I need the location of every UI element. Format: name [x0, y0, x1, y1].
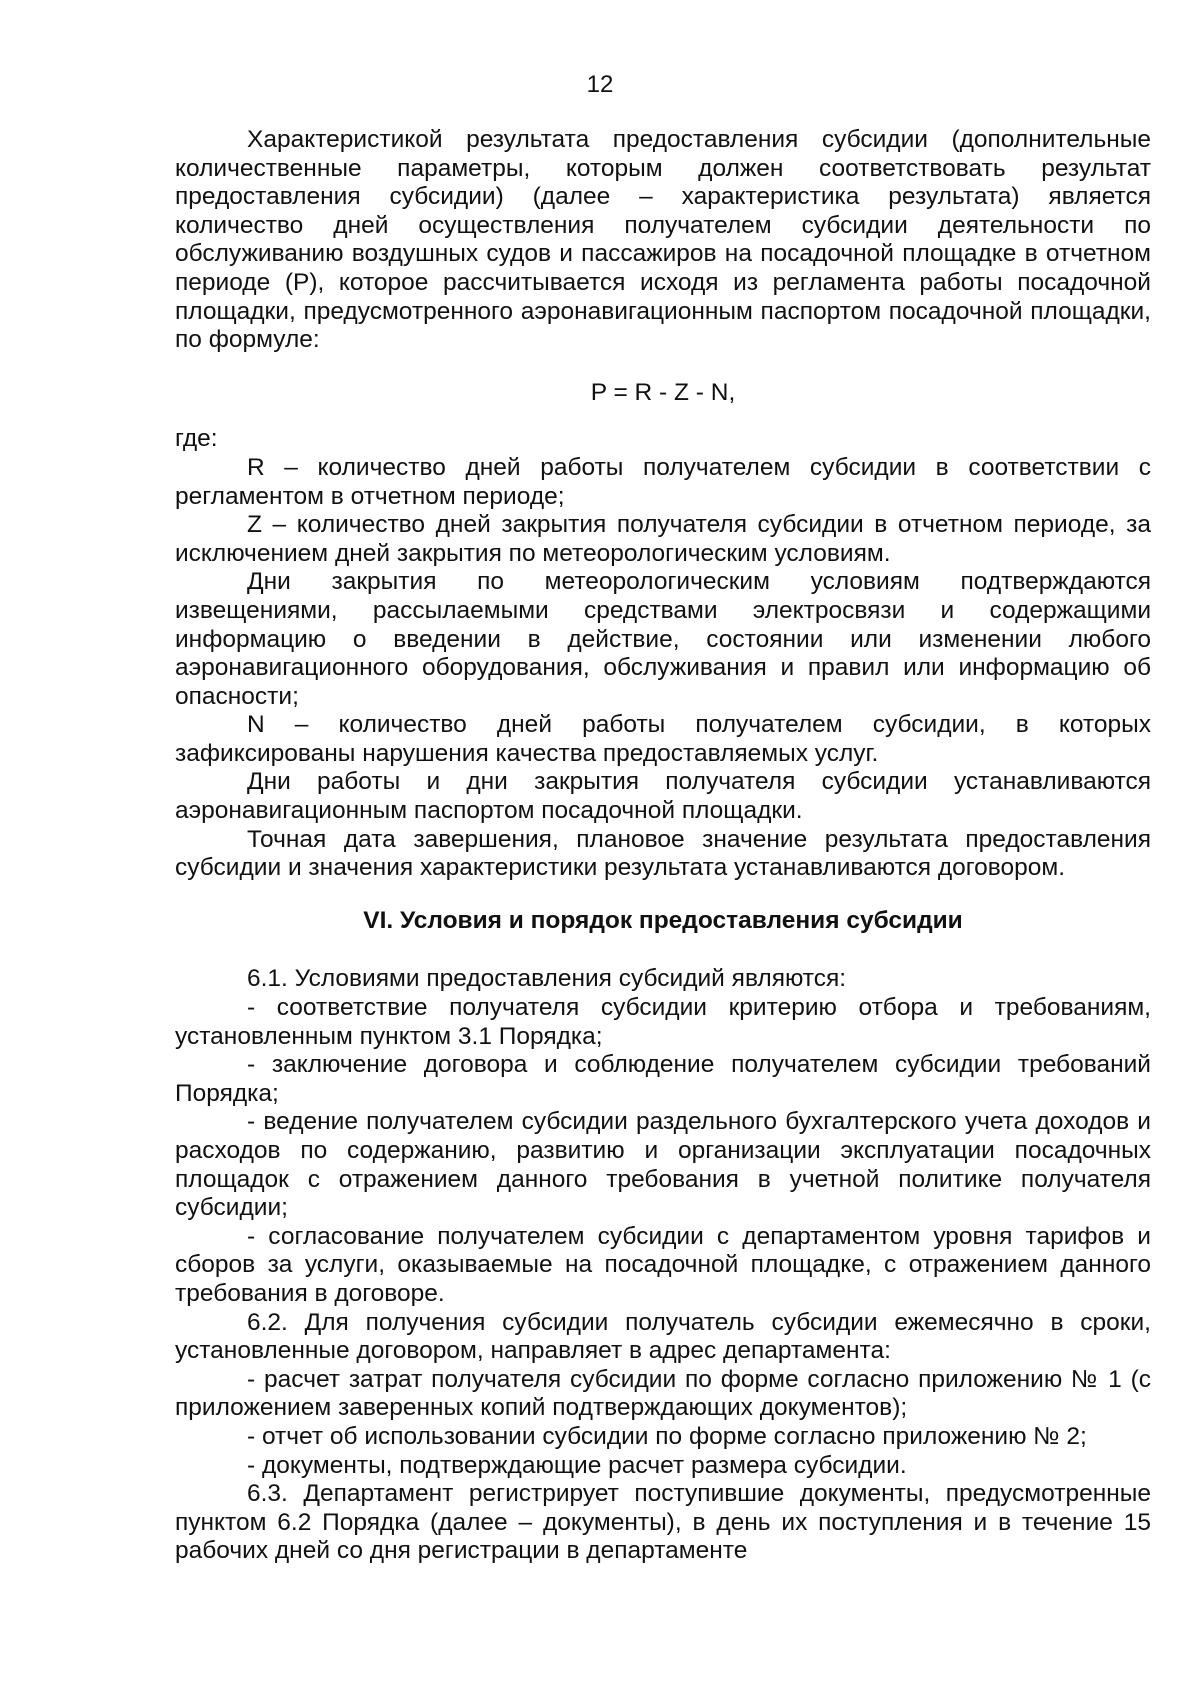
weather-closure-paragraph: Дни закрытия по метеорологическим условиям подтверждаются извещениями, рассылаемыми средствами электросвязи и содержащими информацию о введении в действие, состоянии или изменении любого аэронавигационного оборудования, обслуживания и правил или информацию об опасности; [175, 568, 1151, 710]
section-paragraph: - заключение договора и соблюдение получателем субсидии требований Порядка; [175, 1051, 1151, 1107]
result-characteristic-paragraph: Характеристикой результата предоставления субсидии (дополнительные количественные параметры, которым должен соответствовать результат предоставления субсидии) (далее – характеристика результата) является количество дней осуществления получателем субсидии деятельности по обслуживанию воздушных судов и пассажиров на посадочной площадке в отчетном периоде (P), которое рассчитывается исходя из регламента работы посадочной площадки, предусмотренного аэронавигационным паспортом посадочной площадки, по формуле: [175, 126, 1151, 354]
section-paragraph: - ведение получателем субсидии раздельного бухгалтерского учета доходов и расходов по содержанию, развитию и организации эксплуатации посадочных площадок с отражением данного требования в учетной политике получателя субсидии; [175, 1108, 1151, 1222]
formula: P = R - Z - N, [590, 378, 736, 406]
where-label: где: [175, 425, 218, 453]
section-paragraph: - расчет затрат получателя субсидии по форме согласно приложению № 1 (с приложением заверенных копий подтверждающих документов); [175, 1365, 1151, 1422]
section-paragraph: 6.2. Для получения субсидии получатель субсидии ежемесячно в сроки, установленные договором, направляет в адрес департамента: [175, 1308, 1151, 1365]
document-body [175, 126, 1151, 1566]
definition-n: N – количество дней работы получателем субсидии, в которых зафиксированы нарушения качества предоставляемых услуг. [175, 711, 1151, 767]
section-paragraph: 6.3. Департамент регистрирует поступившие документы, предусмотренные пунктом 6.2 Порядка (далее – документы), в день их поступления и в течение 15 рабочих дней со дня регистрации в департаменте [175, 1480, 1151, 1565]
contract-values-paragraph: Точная дата завершения, плановое значение результата предоставления субсидии и значения характеристики результата устанавливаются договором. [175, 825, 1151, 882]
section-paragraph: - документы, подтверждающие расчет размера субсидии. [247, 1451, 907, 1479]
section-paragraph: - отчет об использовании субсидии по форме согласно приложению № 2; [247, 1422, 1087, 1450]
page-number: 12 [586, 71, 614, 98]
section-paragraph: - согласование получателем субсидии с департаментом уровня тарифов и сборов за услуги, оказываемые на посадочной площадке, с отражением данного требования в договоре. [175, 1222, 1151, 1307]
section-heading: VI. Условия и порядок предоставления субсидии [363, 906, 963, 934]
definition-r: R – количество дней работы получателем субсидии в соответствии с регламентом в отчетном периоде; [175, 453, 1151, 510]
section-paragraph: - соответствие получателя субсидии критерию отбора и требованиям, установленным пунктом 3.1 Порядка; [175, 994, 1151, 1050]
definition-z: Z – количество дней закрытия получателя субсидии в отчетном периоде, за исключением дней закрытия по метеорологическим условиям. [175, 511, 1151, 567]
section-paragraph: 6.1. Условиями предоставления субсидий являются: [247, 965, 847, 993]
working-days-paragraph: Дни работы и дни закрытия получателя субсидии устанавливаются аэронавигационным паспортом посадочной площадки. [175, 768, 1151, 825]
